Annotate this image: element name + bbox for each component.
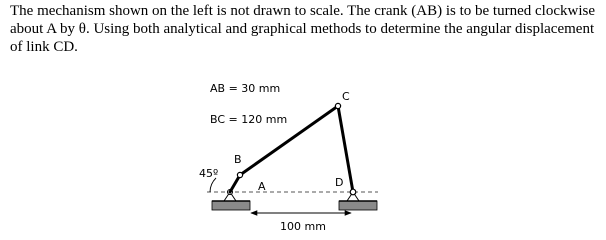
ab-length-label: AB = 30 mm <box>210 82 281 95</box>
point-a-label: A <box>258 180 266 193</box>
joint-c <box>335 103 340 108</box>
problem-text: The mechanism shown on the left is not drawn to scale. The crank (AB) is to be turned clockwise about A by θ. Using both analytical and graphical methods to determine the angular displacement of link CD. <box>10 3 595 55</box>
angle-arc <box>210 178 216 192</box>
point-d-label: D <box>335 176 344 189</box>
bc-length-label: BC = 120 mm <box>210 113 288 126</box>
ground-support-a <box>212 201 250 210</box>
point-b-label: B <box>234 153 242 166</box>
angle-label: 45º <box>199 167 219 180</box>
joint-b <box>237 172 242 177</box>
ground-support-d <box>339 201 377 210</box>
joint-d <box>350 189 356 195</box>
ad-distance-label: 100 mm <box>280 220 326 233</box>
point-c-label: C <box>342 90 350 103</box>
